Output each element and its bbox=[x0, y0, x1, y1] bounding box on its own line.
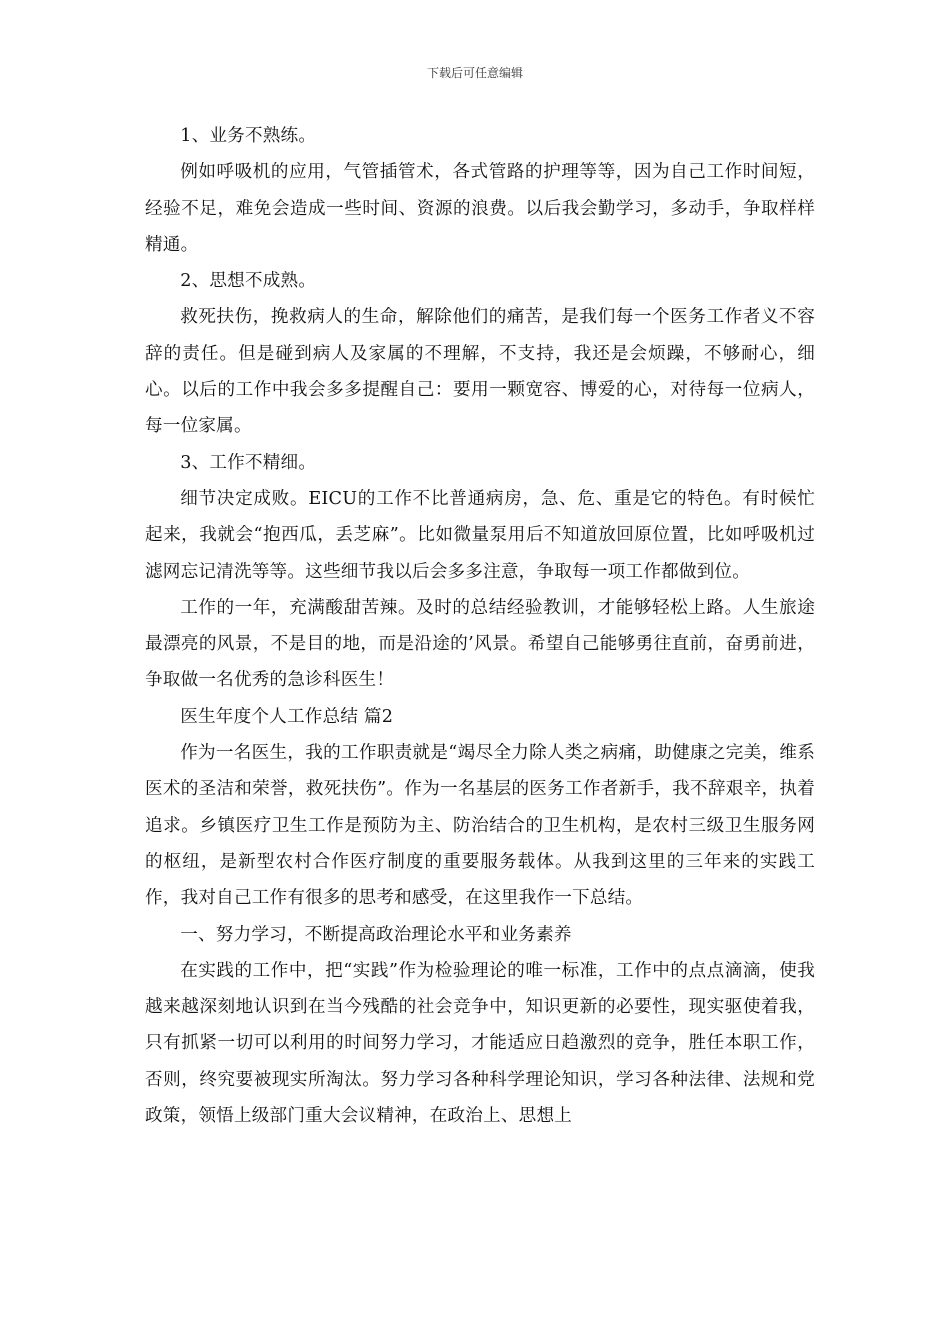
heading-item-1: 1、业务不熟练。 bbox=[180, 126, 317, 146]
page-header: 下载后可任意编辑 bbox=[426, 66, 523, 80]
paragraph: 例如呼吸机的应用，气管插管术，各式管路的护理等等，因为自己工作时间短，经验不足，难免会造成一些时间、资源的浪费。以后我会勤学习，多动手，争取样样精通。 bbox=[145, 162, 815, 255]
document-body bbox=[145, 118, 815, 1134]
subsection-title: 一、努力学习，不断提高政治理论水平和业务素养 bbox=[180, 924, 572, 945]
heading-item-3: 3、工作不精细。 bbox=[180, 452, 317, 473]
paragraph: 在实践的工作中，把“实践”作为检验理论的唯一标准，工作中的点点滴滴，使我越来越深刻地认识到在当今残酷的社会竞争中，知识更新的必要性，现实驱使着我，只有抓紧一切可以利用的时间努力学习，才能适应日趋激烈的竞争，胜任本职工作，否则，终究要被现实所淘汰。努力学习各种科学理论知识，学习各种法律、法规和党政策，领悟上级部门重大会议精神，在政治上、思想上 bbox=[145, 960, 815, 1127]
paragraph: 作为一名医生，我的工作职责就是“竭尽全力除人类之病痛，助健康之完美，维系医术的圣洁和荣誉，救死扶伤”。作为一名基层的医务工作者新手，我不辞艰辛，执着追求。乡镇医疗卫生工作是预防为主、防治结合的卫生机构，是农村三级卫生服务网的枢纽，是新型农村合作医疗制度的重要服务载体。从我到这里的三年来的实践工作，我对自己工作有很多的思考和感受，在这里我作一下总结。 bbox=[145, 743, 815, 909]
paragraph: 工作的一年，充满酸甜苦辣。及时的总结经验教训，才能够轻松上路。人生旅途最漂亮的风景，不是目的地，而是沿途的’风景。希望自己能够勇往直前，奋勇前进，争取做一名优秀的急诊科医生！ bbox=[145, 597, 815, 691]
paragraph: 细节决定成败。EICU的工作不比普通病房，急、危、重是它的特色。有时候忙起来，我就会“抱西瓜，丢芝麻”。比如微量泵用后不知道放回原位置，比如呼吸机过滤网忘记清洗等等。这些细节我以后会多多注意，争取每一项工作都做到位。 bbox=[145, 488, 815, 582]
heading-item-2: 2、思想不成熟。 bbox=[180, 271, 317, 292]
section-title: 医生年度个人工作总结 篇2 bbox=[180, 706, 394, 727]
paragraph: 救死扶伤，挽救病人的生命，解除他们的痛苦，是我们每一个医务工作者义不容辞的责任。但是碰到病人及家属的不理解，不支持，我还是会烦躁，不够耐心，细心。以后的工作中我会多多提醒自己：要用一颗宽容、博爱的心，对待每一位病人，每一位家属。 bbox=[145, 307, 815, 437]
